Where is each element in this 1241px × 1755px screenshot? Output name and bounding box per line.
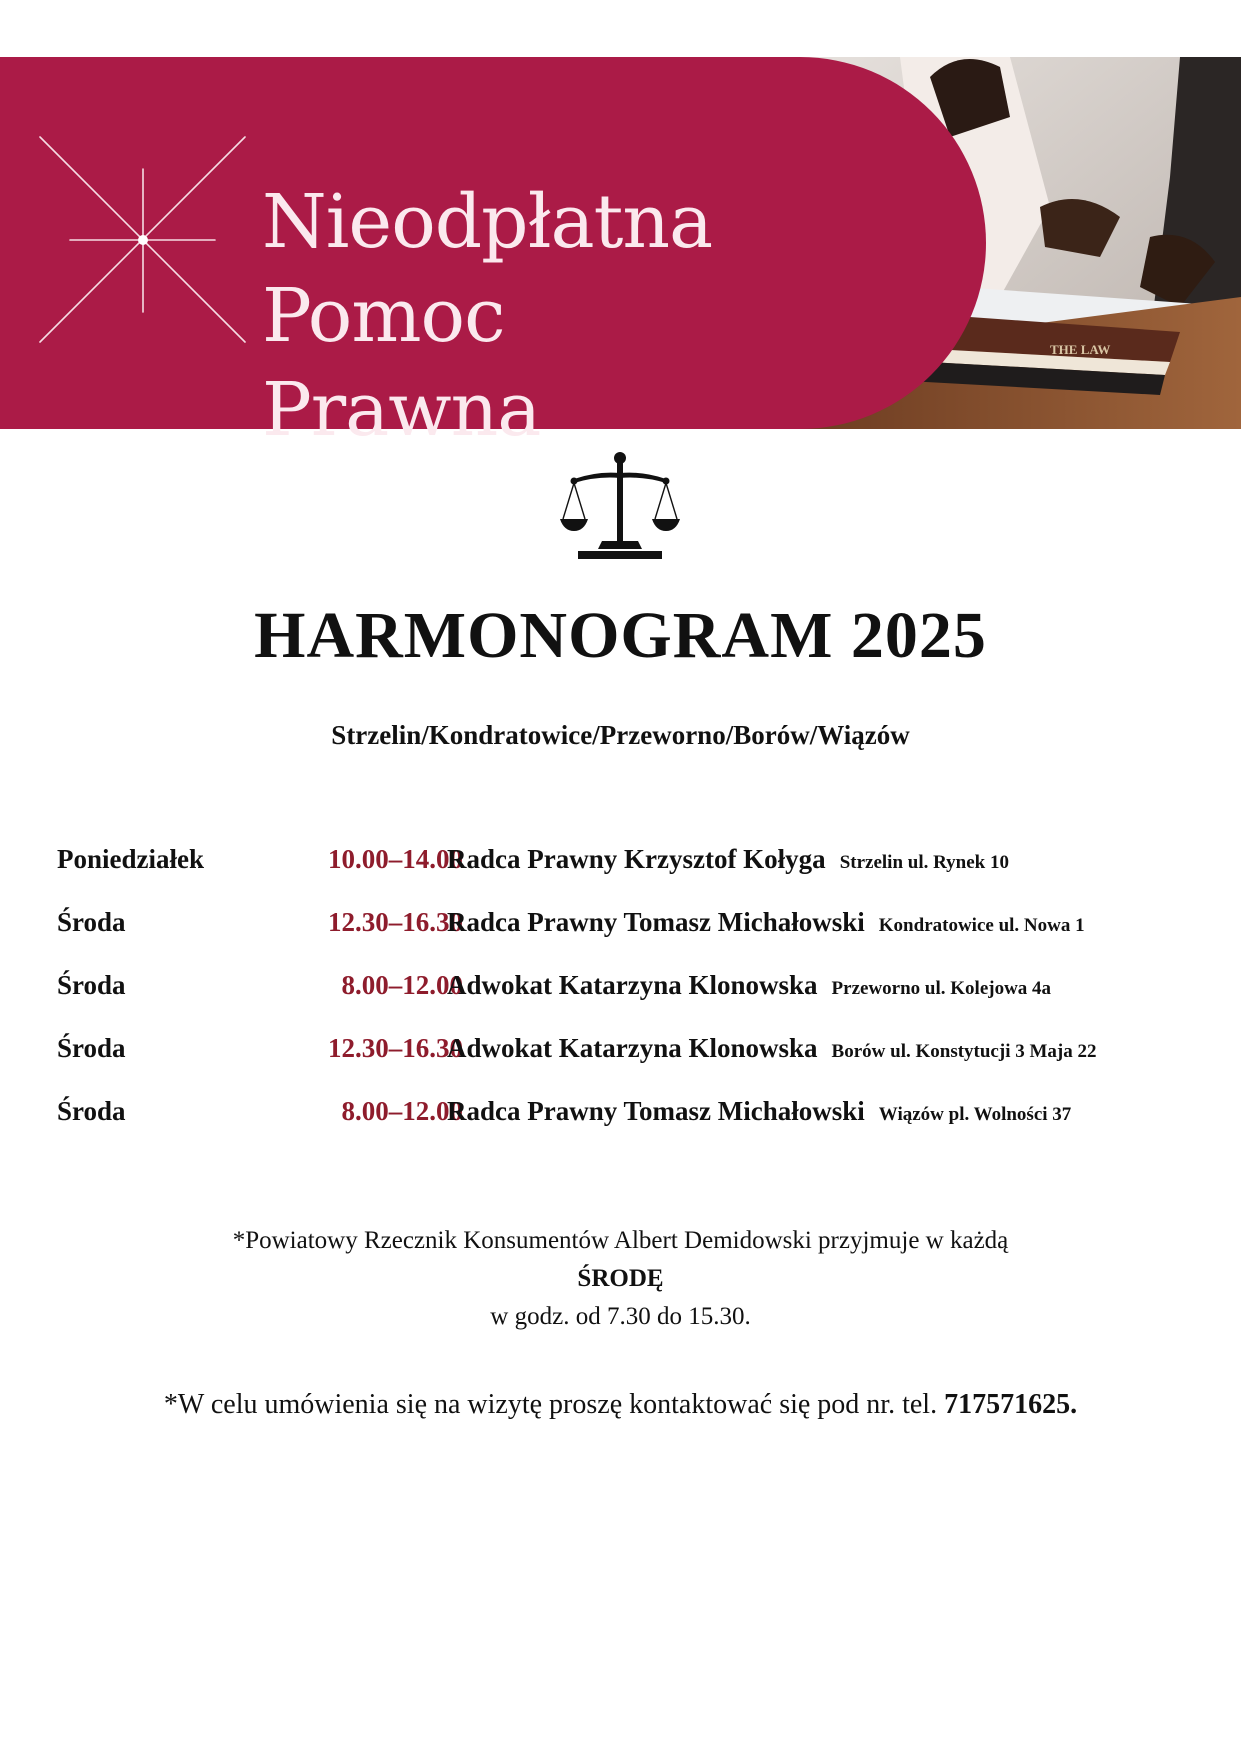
book-label: THE LAW <box>1050 342 1111 357</box>
schedule-hours: 8.00–12.00 <box>341 970 463 1000</box>
schedule-person: Adwokat Katarzyna Klonowska <box>447 970 818 1000</box>
consumer-note-text: *Powiatowy Rzecznik Konsumentów Albert Demidowski przyjmuje w każdą <box>232 1227 1009 1254</box>
schedule-person: Radca Prawny Krzysztof Kołyga <box>447 844 826 874</box>
locations-subtitle: Strzelin/Kondratowice/Przeworno/Borów/Wiązów <box>331 720 910 750</box>
contact-note-text: *W celu umówienia się na wizytę proszę kontaktować się pod nr. tel. <box>163 1389 938 1420</box>
schedule-address: Przeworno ul. Kolejowa 4a <box>831 978 1052 999</box>
schedule-address: Kondratowice ul. Nowa 1 <box>878 915 1085 936</box>
consumer-note-day: ŚRODĘ <box>577 1265 664 1292</box>
header-banner <box>0 57 1241 453</box>
schedule-day: Poniedziałek <box>57 844 204 874</box>
schedule-hours: 12.30–16.30 <box>328 907 463 937</box>
schedule-day: Środa <box>57 1033 126 1063</box>
schedule-day: Środa <box>57 970 126 1000</box>
schedule-person: Adwokat Katarzyna Klonowska <box>447 1033 818 1063</box>
schedule-person: Radca Prawny Tomasz Michałowski <box>447 907 865 937</box>
banner-title-line-2: Pomoc <box>262 273 505 359</box>
consumer-note-line-1 <box>0 1222 1241 1298</box>
scales-of-justice-icon <box>560 449 680 569</box>
schedule-person-cell <box>447 1096 1071 1127</box>
consumer-note-line-2: w godz. od 7.30 do 15.30. <box>490 1303 751 1330</box>
document-title: HARMONOGRAM 2025 <box>254 599 987 672</box>
schedule-day: Środa <box>57 907 126 937</box>
schedule-person-cell <box>447 970 1051 1001</box>
schedule-person-cell <box>447 844 1009 875</box>
schedule-address: Wiązów pl. Wolności 37 <box>878 1104 1072 1125</box>
schedule-address: Strzelin ul. Rynek 10 <box>839 852 1009 873</box>
schedule-address: Borów ul. Konstytucji 3 Maja 22 <box>831 1041 1097 1062</box>
schedule-hours: 8.00–12.00 <box>341 1096 463 1126</box>
banner-title-line-1: Nieodpłatna <box>262 179 713 265</box>
schedule-person-cell <box>447 907 1085 938</box>
schedule-hours: 10.00–14.00 <box>328 844 463 874</box>
contact-note <box>0 1389 1241 1421</box>
schedule-hours: 12.30–16.30 <box>328 1033 463 1063</box>
schedule-person: Radca Prawny Tomasz Michałowski <box>447 1096 865 1126</box>
schedule-day: Środa <box>57 1096 126 1126</box>
banner-title <box>262 175 712 457</box>
consumer-ombudsman-note <box>0 1222 1241 1336</box>
schedule-person-cell <box>447 1033 1096 1064</box>
contact-phone: 717571625. <box>944 1389 1078 1420</box>
banner-title-line-3: Prawna <box>262 367 541 453</box>
